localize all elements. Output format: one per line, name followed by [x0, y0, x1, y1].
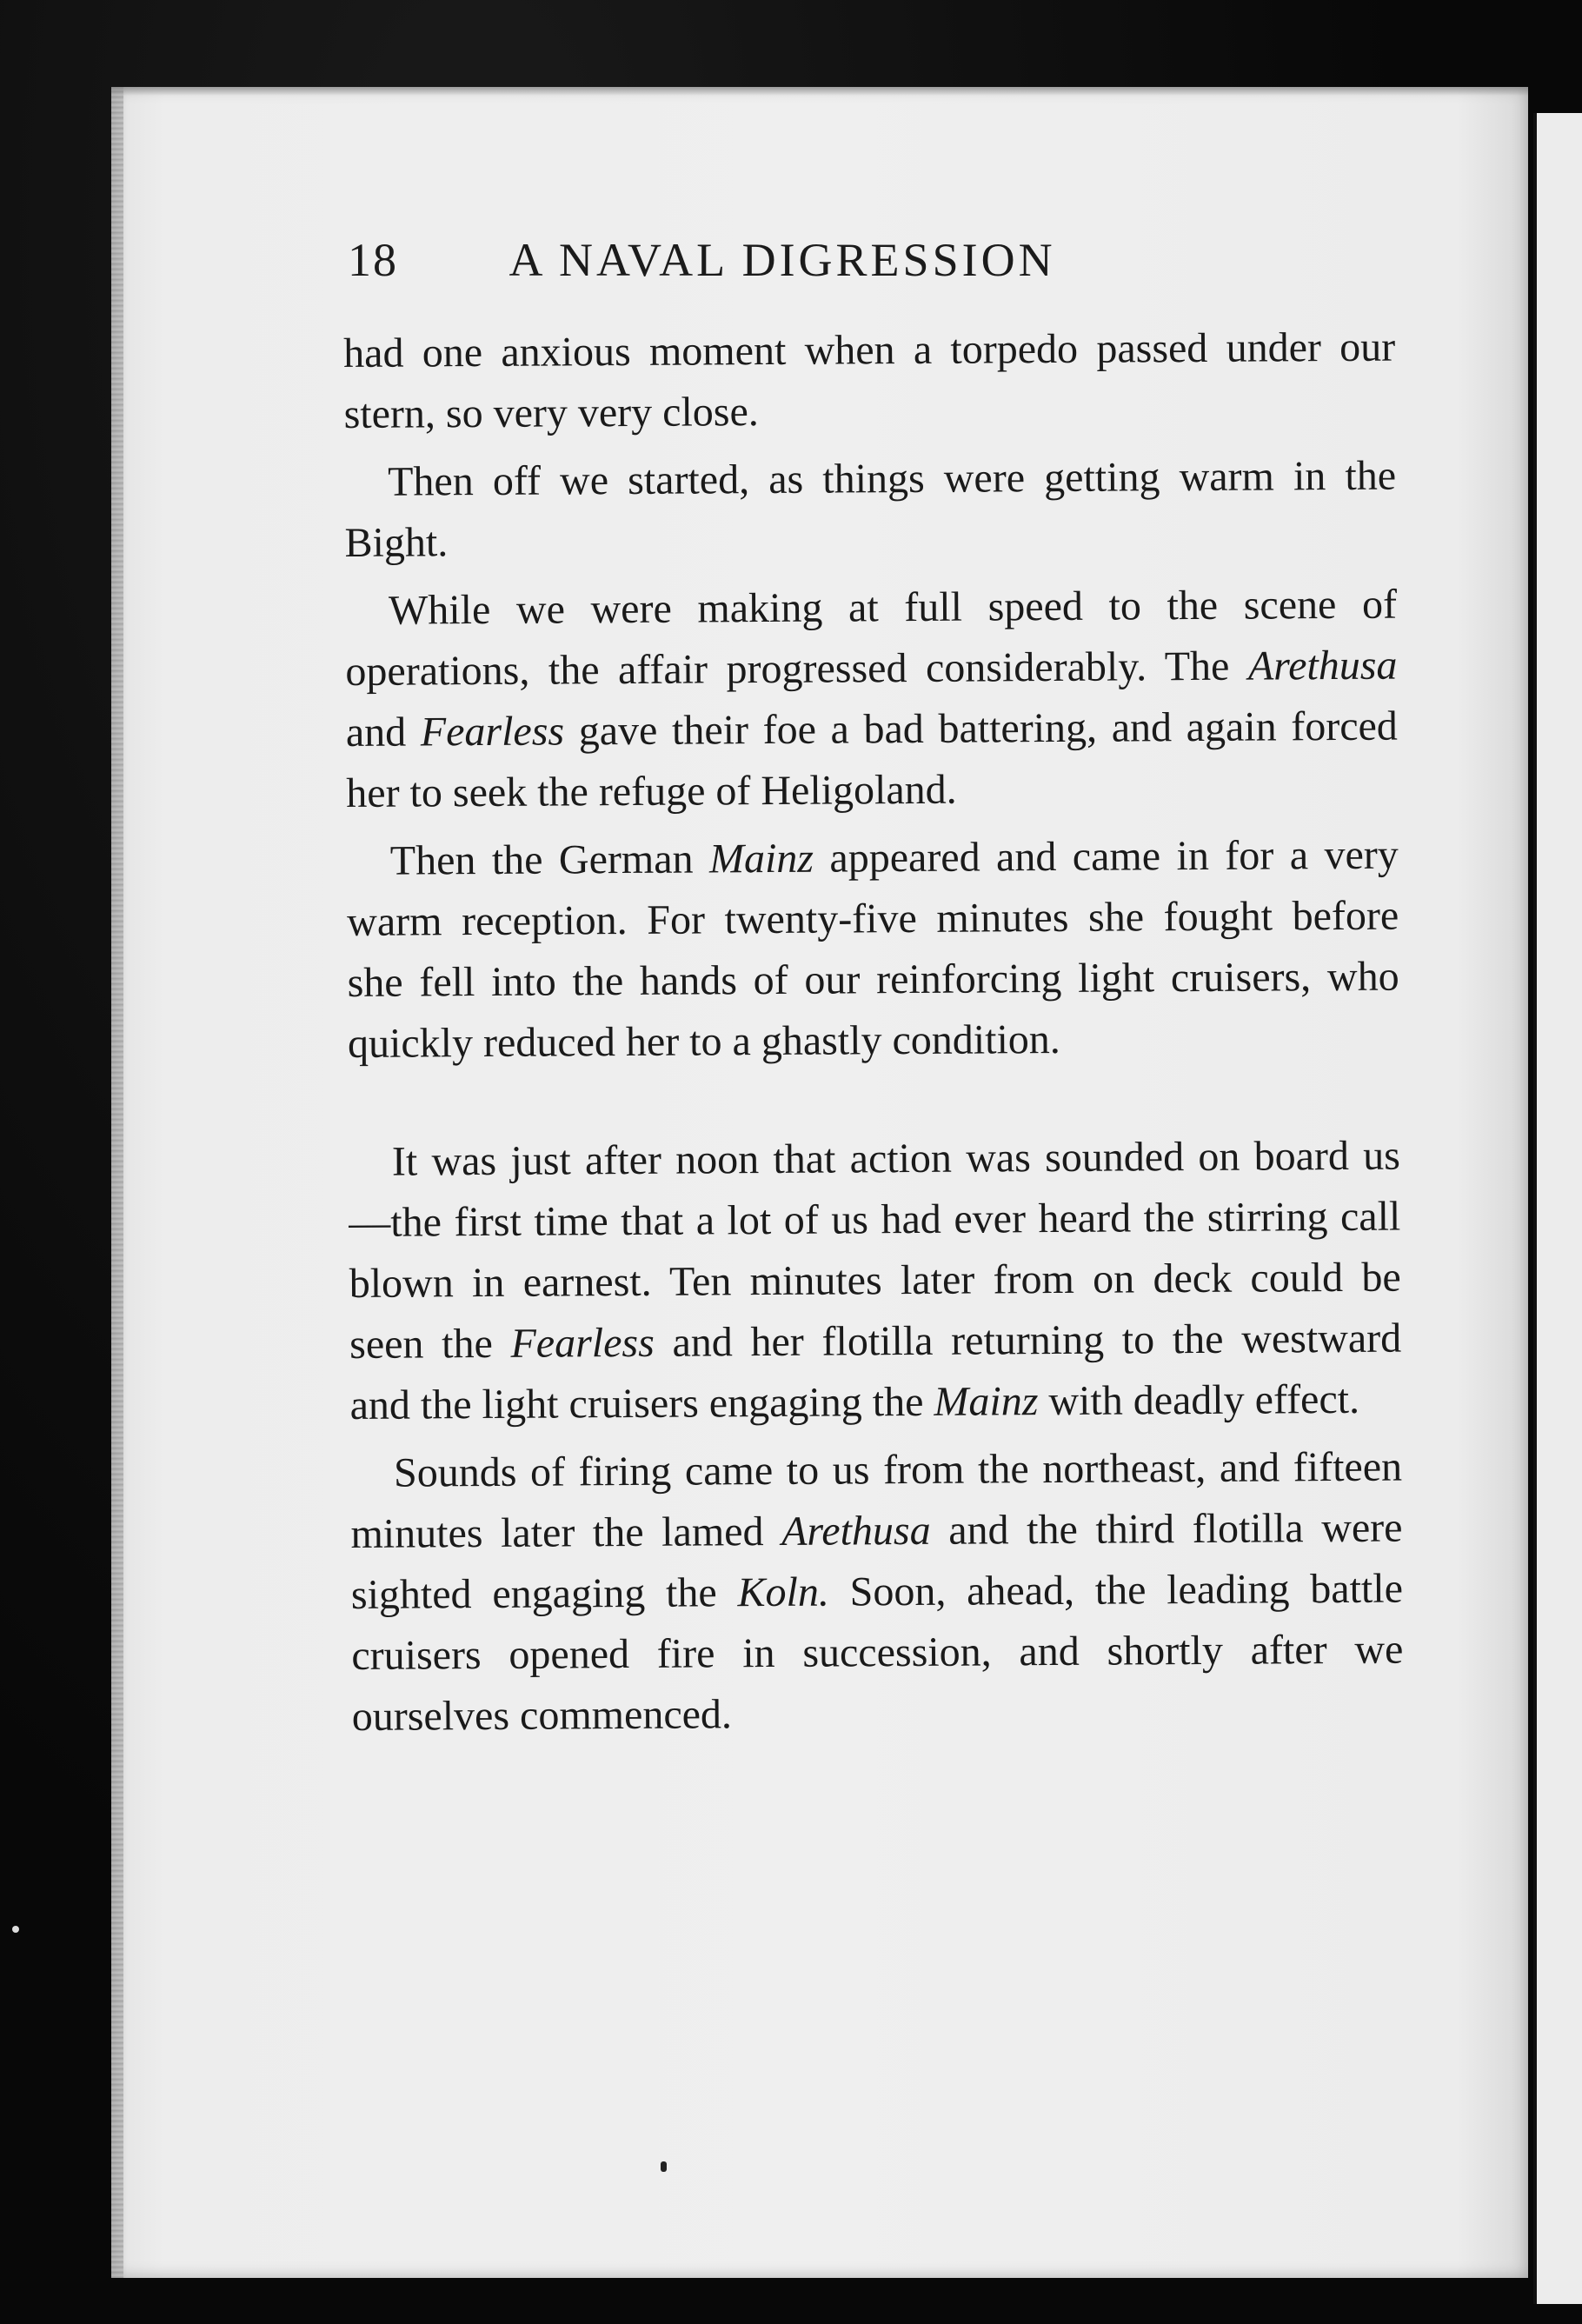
- body-text: [343, 317, 1404, 1755]
- paragraph: [343, 317, 1396, 445]
- text-run: Soon, ahead, the leading battle cruisers opened fire in succession, and shortly after we ourselves commenced.: [351, 1565, 1404, 1740]
- text-run: and the third flotilla were sighted engaging the: [350, 1504, 1403, 1618]
- paragraph: [344, 446, 1397, 574]
- text-run: Then off we started, as things were getting warm in the Bight.: [344, 452, 1397, 566]
- page-number: 18: [348, 234, 398, 286]
- text-run: and: [345, 709, 421, 756]
- text-run: had one anxious moment when a torpedo passed under our stern, so very very close.: [343, 323, 1396, 437]
- ship-name: Arethusa: [1247, 642, 1398, 689]
- running-head: [348, 233, 1217, 287]
- text-run: While we were making at full speed to the scene of operations, the affair progressed considerably. The: [345, 581, 1398, 695]
- running-title: A NAVAL DIGRESSION: [508, 234, 1056, 286]
- text-run: Then the German: [389, 836, 710, 884]
- page-top-edge: [111, 87, 1528, 96]
- text-run: and her flotilla returning to the westward and the light cruisers engaging the: [349, 1315, 1402, 1428]
- text-run: It was just after noon that action was sounded on board us—the first time that a lot of us had ever heard the stirring call blown in earnest. Ten minutes later from on deck could be seen the: [349, 1132, 1401, 1368]
- page-gutter-edge: [111, 87, 123, 2278]
- ship-name: Mainz: [934, 1378, 1039, 1425]
- paragraph: [345, 575, 1399, 824]
- text-run: Sounds of firing came to us from the northeast, and fifteen minutes later the lamed: [350, 1443, 1403, 1557]
- paragraph: [347, 825, 1400, 1075]
- printer-mark: [661, 2161, 667, 2172]
- adjacent-page-edge: [1533, 113, 1582, 2304]
- text-run: with deadly effect.: [1038, 1375, 1360, 1425]
- ship-name: Mainz: [708, 835, 814, 882]
- scan-speck: [12, 1926, 19, 1933]
- text-run: appeared and came in for a very warm reception. For twenty-five minutes she fought before she fell into the hands of our reinforcing light cruisers, who quickly reduced her to a ghastly condition.: [347, 831, 1399, 1067]
- paragraph: [349, 1126, 1402, 1436]
- paragraph: [350, 1437, 1404, 1748]
- ship-name: Fearless: [510, 1319, 655, 1367]
- text-run: gave their foe a bad battering, and again forced her to seek the refuge of Heligoland.: [346, 703, 1399, 816]
- ship-name: Koln.: [737, 1568, 830, 1616]
- ship-name: Fearless: [420, 708, 565, 756]
- ship-name: Arethusa: [781, 1507, 931, 1555]
